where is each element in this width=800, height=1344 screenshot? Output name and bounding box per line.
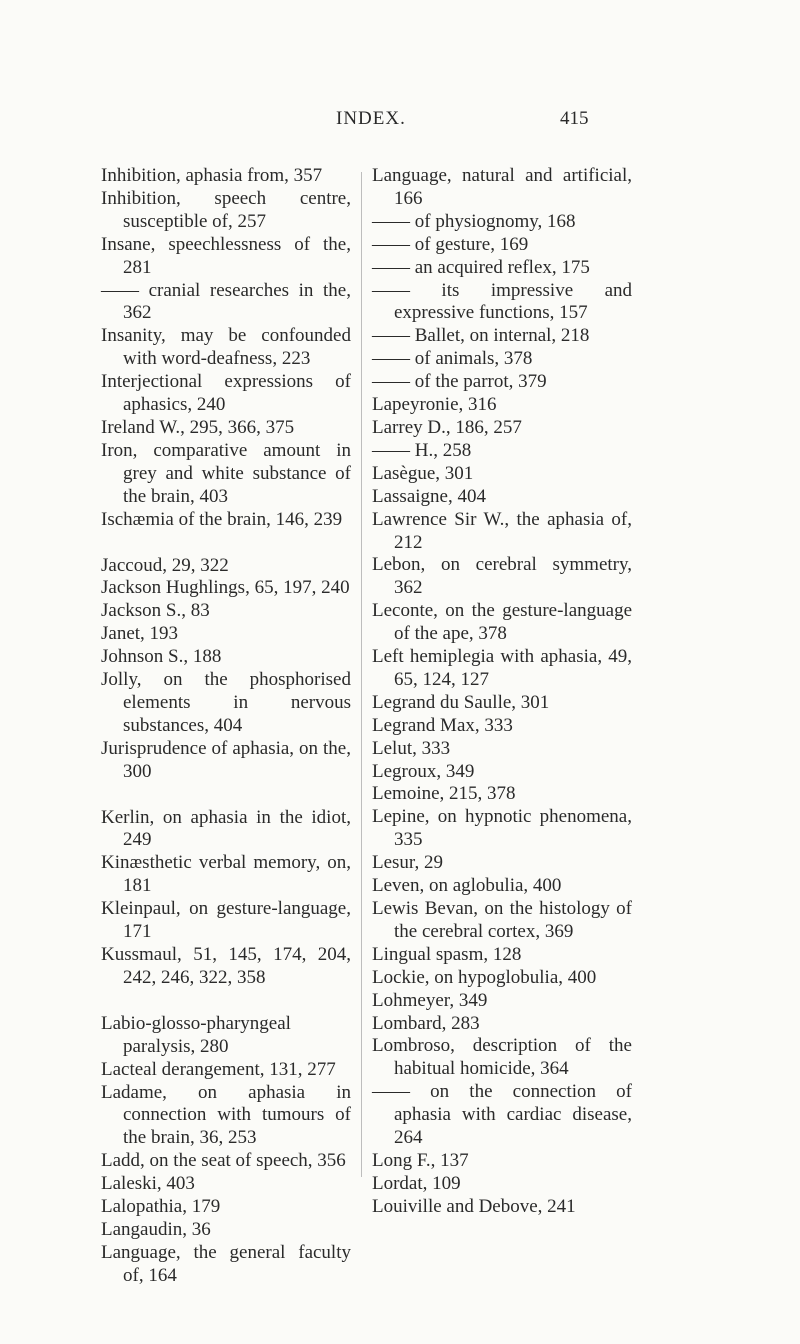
index-entry: Lacteal derangement, 131, 277 (101, 1058, 336, 1080)
section-gap (101, 990, 351, 1013)
index-entry: Larrey D., 186, 257 (372, 416, 522, 438)
index-entry: Lepine, on hypnotic phenomena, 335 (372, 806, 632, 851)
index-entry: Lalopathia, 179 (101, 1196, 221, 1218)
index-entry: Lombard, 283 (372, 1012, 480, 1034)
index-entry: Kinæsthetic verbal memory, on, 181 (101, 852, 351, 897)
index-entry: Legrand Max, 333 (372, 714, 513, 736)
index-entry: —— an acquired reflex, 175 (372, 256, 590, 278)
index-entry: Ladame, on aphasia in connection with tumours of the brain, 36, 253 (101, 1081, 351, 1149)
index-entry: Lelut, 333 (372, 737, 451, 759)
index-entry: Louiville and Debove, 241 (372, 1195, 576, 1217)
page-header (0, 108, 800, 142)
index-entry: Lordat, 109 (372, 1172, 461, 1194)
index-entry: Johnson S., 188 (101, 646, 222, 668)
index-entry: Language, natural and artificial, 166 (372, 165, 632, 209)
index-entry: Lawrence Sir W., the aphasia of, 212 (372, 508, 632, 553)
index-entry: Leven, on aglobulia, 400 (372, 875, 562, 897)
index-entry: —— its impressive and expressive functions, 157 (372, 279, 632, 324)
index-entry: Laleski, 403 (101, 1173, 195, 1195)
index-entry: Lockie, on hypoglobulia, 400 (372, 966, 597, 988)
index-entry: Langaudin, 36 (101, 1218, 211, 1240)
index-entry: Jaccoud, 29, 322 (101, 554, 229, 576)
section-gap (101, 532, 351, 555)
index-entry: Jurisprudence of aphasia, on the, 300 (101, 737, 351, 782)
index-entry: Lassaigne, 404 (372, 485, 486, 507)
index-entry: —— on the connection of aphasia with cardiac disease, 264 (372, 1081, 632, 1149)
index-entry: Leconte, on the gesture-language of the ape, 378 (372, 600, 632, 645)
index-entry: Lesur, 29 (372, 852, 443, 874)
index-entry: —— of the parrot, 379 (372, 371, 547, 393)
index-entry: Left hemiplegia with aphasia, 49, 65, 124, 127 (372, 646, 632, 690)
index-entry: —— H., 258 (372, 439, 472, 461)
index-entry: Lapeyronie, 316 (372, 394, 497, 416)
page-number: 415 (560, 108, 589, 129)
index-entry: Kleinpaul, on gesture-language, 171 (101, 898, 351, 943)
index-entry: Janet, 193 (101, 623, 179, 645)
index-entry: —— cranial researches in the, 362 (101, 279, 351, 324)
index-entry: Kussmaul, 51, 145, 174, 204, 242, 246, 322, 358 (101, 944, 351, 988)
index-entry: Lingual spasm, 128 (372, 943, 522, 965)
column-divider (361, 172, 362, 1177)
index-entry: Lombroso, description of the habitual homicide, 364 (372, 1035, 632, 1080)
index-entry: Lasègue, 301 (372, 462, 474, 484)
index-entry: Kerlin, on aphasia in the idiot, 249 (101, 806, 351, 851)
index-entry: Inhibition, speech centre, susceptible of, 257 (101, 187, 351, 232)
index-entry: Lewis Bevan, on the histology of the cerebral cortex, 369 (372, 898, 632, 942)
index-entry: Ladd, on the seat of speech, 356 (101, 1150, 346, 1172)
index-entry: —— of animals, 378 (372, 348, 533, 370)
index-entry: Jackson Hughlings, 65, 197, 240 (101, 577, 350, 599)
index-entry: Jolly, on the phosphorised elements in nervous substances, 404 (101, 669, 351, 736)
index-entry: Ischæmia of the brain, 146, 239 (101, 508, 343, 530)
index-entry: —— Ballet, on internal, 218 (372, 325, 590, 347)
index-entry: Inhibition, aphasia from, 357 (101, 165, 323, 186)
index-column-right (372, 165, 632, 1219)
index-entry: —— of gesture, 169 (372, 233, 529, 255)
index-entry: Lohmeyer, 349 (372, 989, 488, 1011)
index-entry: Iron, comparative amount in grey and white substance of the brain, 403 (101, 439, 351, 507)
section-gap (101, 784, 351, 807)
index-entry: Long F., 137 (372, 1149, 469, 1171)
index-entry: —— of physiognomy, 168 (372, 210, 576, 232)
index-entry: Insane, speechlessness of the, 281 (101, 233, 351, 278)
index-entry: Interjectional expressions of aphasics, 240 (101, 371, 351, 416)
index-entry: Insanity, may be confounded with word-deafness, 223 (101, 325, 351, 370)
index-entry: Lemoine, 215, 378 (372, 783, 516, 805)
index-entry: Jackson S., 83 (101, 600, 210, 622)
index-entry: Lebon, on cerebral symmetry, 362 (372, 554, 632, 599)
running-head: INDEX. (336, 108, 406, 129)
index-entry: Legrand du Saulle, 301 (372, 691, 550, 713)
index-entry: Ireland W., 295, 366, 375 (101, 416, 295, 438)
index-column-left (101, 165, 351, 1288)
index-entry: Labio-glosso-pharyngeal paralysis, 280 (101, 1012, 291, 1057)
index-entry: Language, the general faculty of, 164 (101, 1241, 351, 1286)
index-entry: Legroux, 349 (372, 760, 475, 782)
